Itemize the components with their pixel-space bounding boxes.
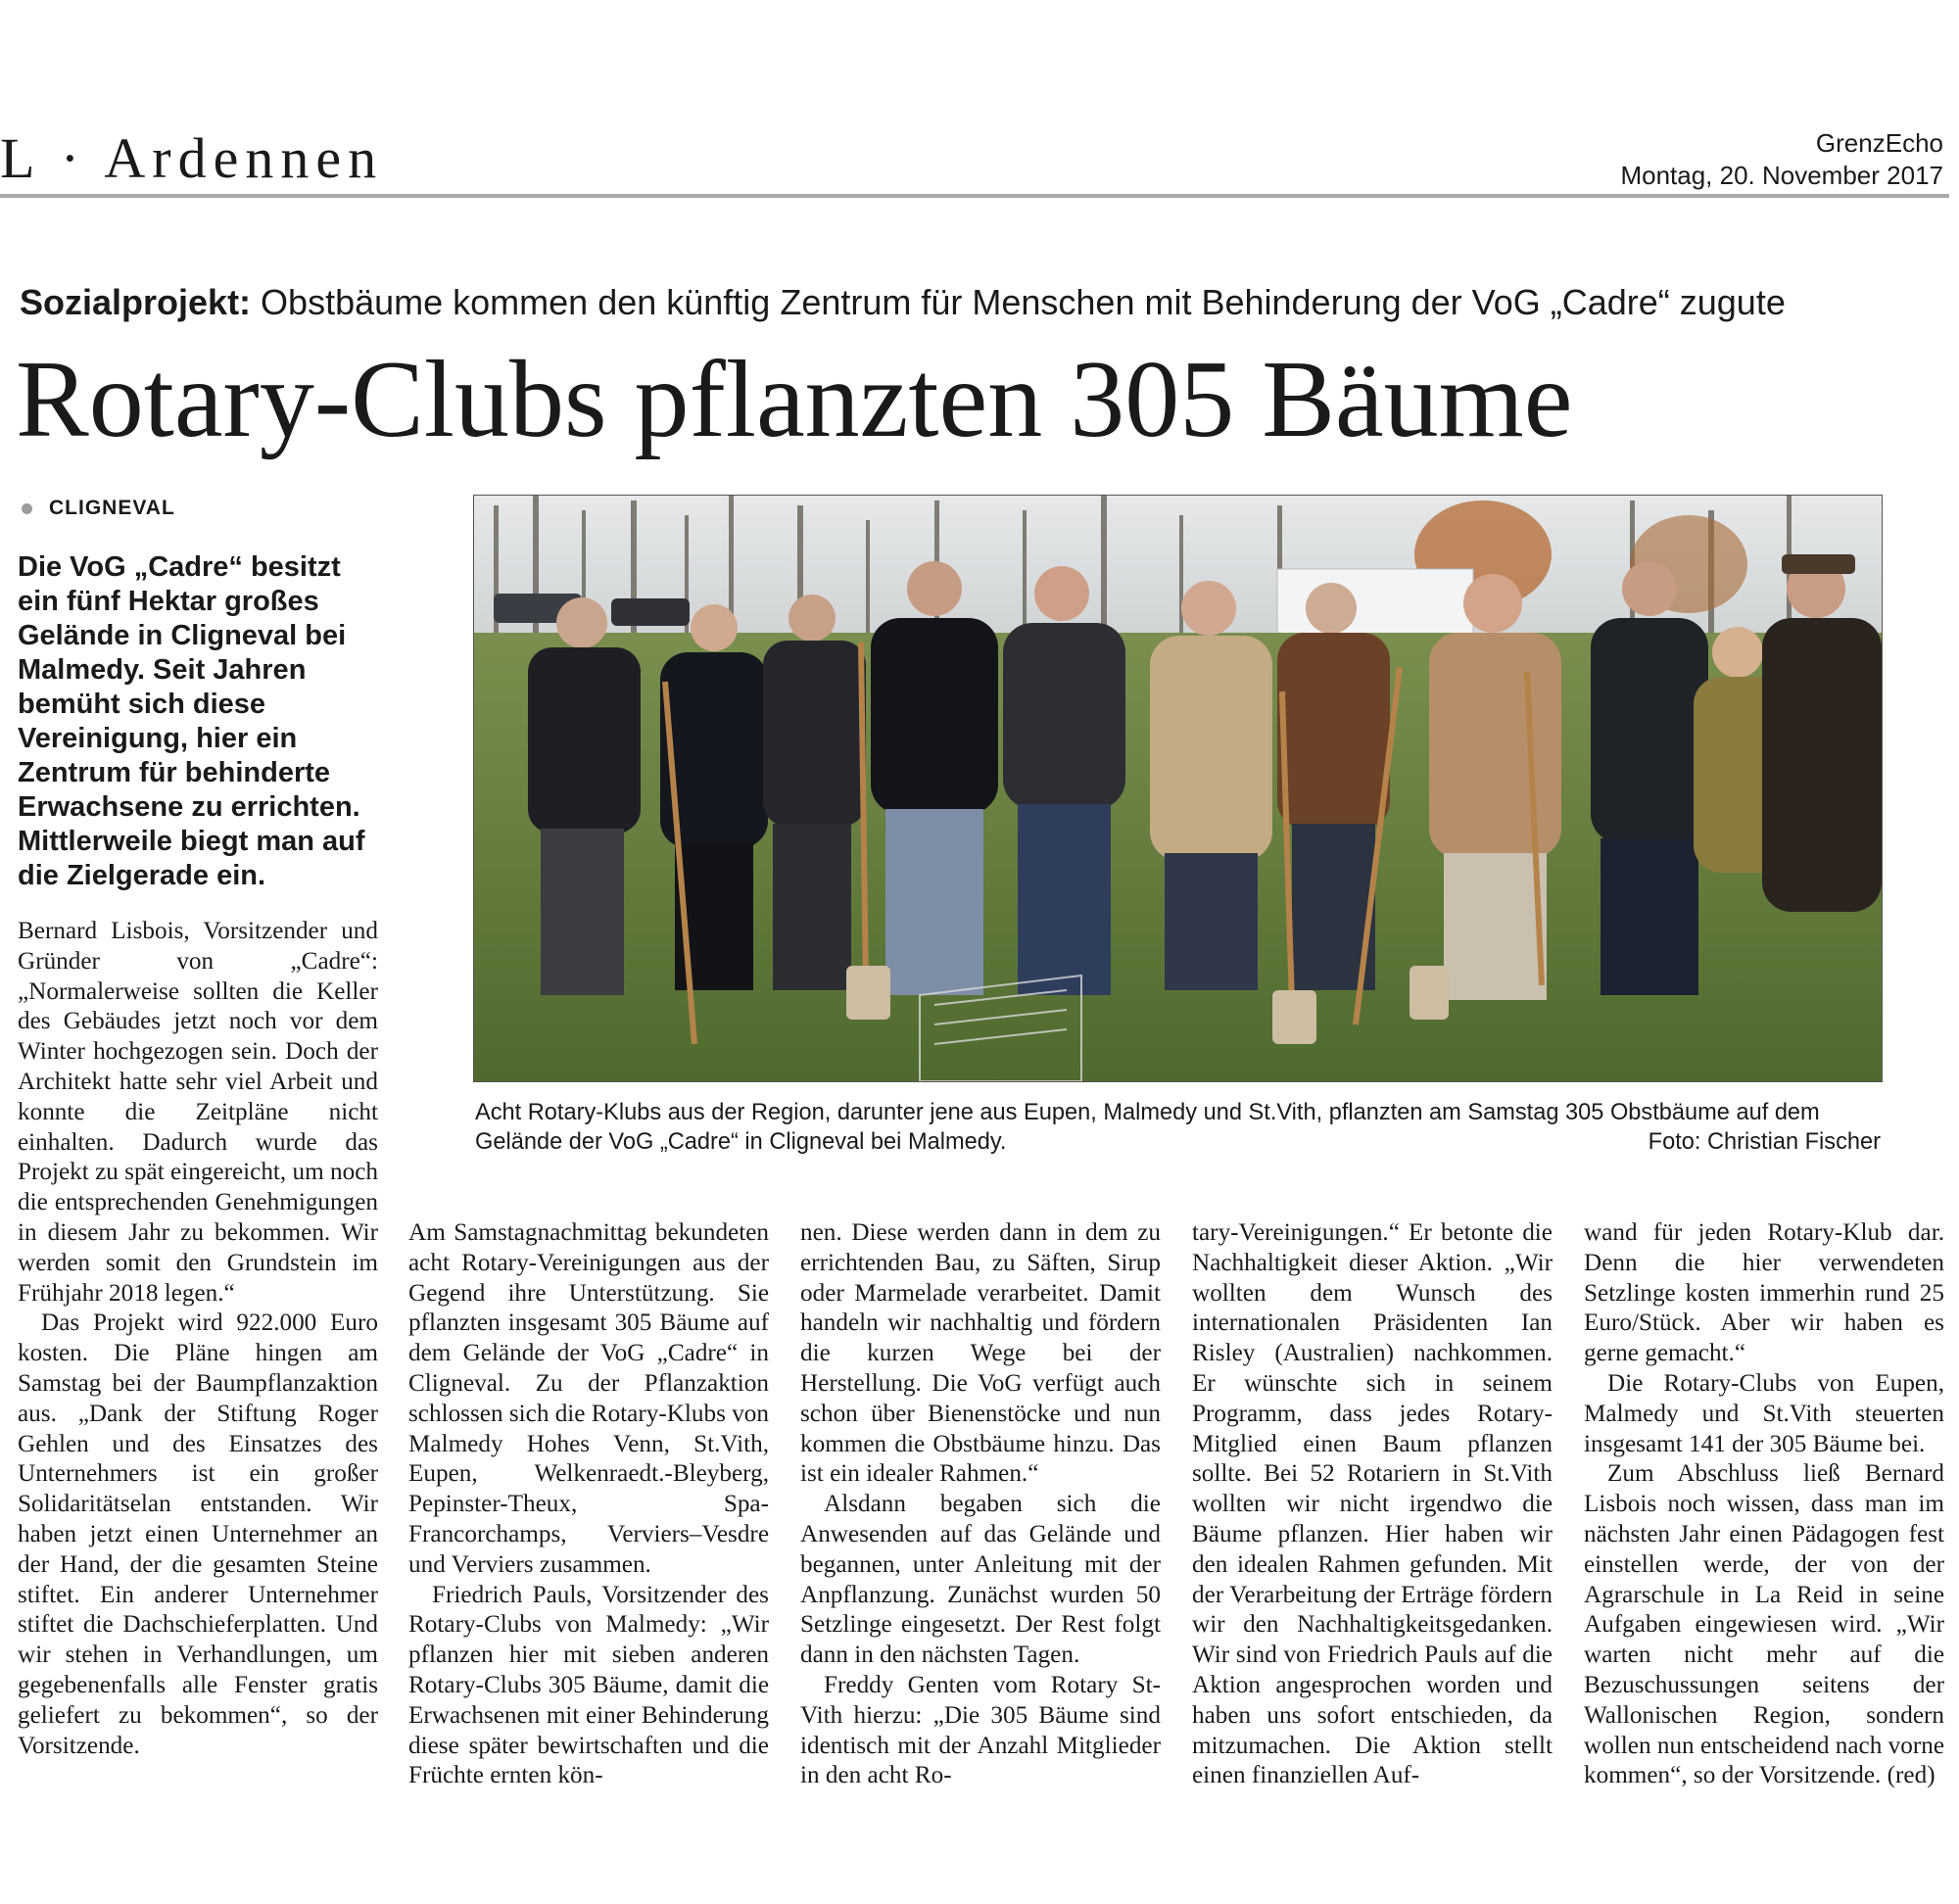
masthead-meta (1620, 127, 1943, 192)
lead-paragraph: Die VoG „Cadre“ besitzt ein fünf Hektar großes Gelände in Cligneval bei Malmedy. Seit Jahren bemüht sich diese Vereinigung, hier ein Zentrum für behinderte Erwachsene zu errichten. Mittlerweile biegt man auf die Zielgerade ein. (18, 551, 365, 891)
caption-text: Acht Rotary-Klubs aus der Region, darunter jene aus Eupen, Malmedy und St.Vith, pflanzten am Samstag 305 Obstbäume auf dem Gelände der VoG „Cadre“ in Cligneval bei Malmedy. (475, 1100, 1820, 1155)
dateline (22, 497, 175, 520)
kicker-text: Obstbäume kommen den künftig Zentrum für Menschen mit Behinderung der VoG „Cadre“ zugute (251, 282, 1786, 322)
paragraph: tary-Vereinigungen.“ Er betonte die Nachhaltigkeit dieser Aktion. „Wir wollten dem Wunsch des internationalen Präsidenten Ian Risley (Australien) nachkommen. Er wünschte sich in seinem Programm, dass jedes Rotary-Mitglied einen Baum pflanzen sollte. Bei 52 Rotariern in St.Vith wollten wir nicht irgendwo die Bäume pflanzen. Hier haben wir den idealen Rahmen gefunden. Mit der Verarbeitung der Erträge fördern wir den Nachhaltigkeitsgedanken. Wir sind von Friedrich Pauls auf die Aktion angesprochen worden und haben uns sofort entschieden, da mitzumachen. Die Aktion stellt einen finanziellen Auf- (1192, 1219, 1553, 1789)
paragraph: Das Projekt wird 922.000 Euro kosten. Die Pläne hingen am Samstag bei der Baumpflanzaktion aus. „Dank der Stiftung Roger Gehlen und des Einsatzes des Unternehmers ist ein großer Solidaritätselan entstanden. Wir haben jetzt einen Unternehmer an der Hand, der die gesamten Steine stiftet. Ein anderer Unternehmer stiftet die Dachschieferplatten. Und wir stehen in Verhandlungen, um gegebenenfalls alle Fenster gratis geliefert zu bekommen“, so der Vorsitzende. (18, 1309, 378, 1759)
newspaper-name: GrenzEcho (1815, 128, 1943, 158)
headline: Rotary-Clubs pflanzten 305 Bäume (16, 339, 1573, 460)
dateline-bullet-icon (22, 503, 32, 514)
issue-date: Montag, 20. November 2017 (1620, 161, 1943, 190)
paragraph: Die Rotary-Clubs von Eupen, Malmedy und St.Vith steuerten insgesamt 141 der 305 Bäume bei. (1584, 1369, 1944, 1457)
photo-illustration (474, 496, 1882, 1081)
paragraph: Alsdann begaben sich die Anwesenden auf das Gelände und begannen, unter Anleitung mit der Anpflanzung. Zunächst wurden 50 Setzlinge eingesetzt. Der Rest folgt dann in den nächsten Tagen. (800, 1491, 1161, 1669)
paragraph: Friedrich Pauls, Vorsitzender des Rotary-Clubs von Malmedy: „Wir pflanzen hier mit sieben anderen Rotary-Clubs 305 Bäume, damit die Erwachsenen mit einer Behinderung diese später bewirtschaften und die Früchte ernten kön- (408, 1581, 769, 1789)
article-column-2 (408, 1218, 769, 1791)
paragraph: Freddy Genten vom Rotary St-Vith hierzu: „Die 305 Bäume sind identisch mit der Anzahl Mitglieder in den acht Ro- (800, 1671, 1161, 1789)
article-photo (473, 495, 1883, 1082)
paragraph: Am Samstagnachmittag bekundeten acht Rotary-Vereinigungen aus der Gegend ihre Unterstützung. Sie pflanzten insgesamt 305 Bäume auf dem Gelände der VoG „Cadre“ in Cligneval. Zu der Pflanzaktion schlossen sich die Rotary-Klubs von Malmedy Hohes Venn, St.Vith, Eupen, Welkenraedt.-Bleyberg, Pepinster-Theux, Spa-Francorchamps, Verviers–Vesdre und Verviers zusammen. (408, 1219, 769, 1578)
article-column-1 (18, 917, 378, 1761)
kicker-label: Sozialprojekt: (20, 282, 252, 322)
header-rule (0, 194, 1949, 198)
dateline-text: CLIGNEVAL (49, 497, 175, 519)
article-column-5 (1584, 1218, 1944, 1791)
article-column-3 (800, 1218, 1161, 1791)
photo-caption (475, 1098, 1881, 1157)
paragraph: nen. Diese werden dann in dem zu errichtenden Bau, zu Säften, Sirup oder Marmelade verarbeitet. Damit handeln wir nachhaltig und fördern die kurzen Wege bei der Herstellung. Die VoG verfügt auch schon über Bienenstöcke und nun kommen die Obstbäume hinzu. Das ist ein idealer Rahmen.“ (800, 1219, 1161, 1488)
paragraph: Bernard Lisbois, Vorsitzender und Gründer von „Cadre“: „Normalerweise sollten die Keller des Gebäudes jetzt noch vor dem Winter hochgezogen sein. Doch der Architekt hatte sehr viel Arbeit und konnte die Zeitpläne nicht einhalten. Dadurch wurde das Projekt zu spät eingereicht, um noch die entsprechenden Genehmigungen in diesem Jahr zu bekommen. Wir werden somit den Grundstein im Frühjahr 2018 legen.“ (18, 918, 378, 1307)
kicker (20, 282, 1786, 323)
photo-credit: Foto: Christian Fischer (1648, 1129, 1881, 1155)
paragraph: Zum Abschluss ließ Bernard Lisbois noch wissen, dass man im nächsten Jahr einen Pädagogen fest einstellen werde, der von der Agrarschule in La Reid in seine Aufgaben eingewiesen wird. „Wir warten nicht mehr auf die Bezuschussungen seitens der Wallonischen Region, sondern wollen nun entscheidend nach vorne kommen“, so der Vorsitzende. (red) (1584, 1460, 1944, 1789)
article-column-4 (1192, 1218, 1553, 1791)
paragraph: wand für jeden Rotary-Klub dar. Denn die hier verwendeten Setzlinge kosten immerhin rund 25 Euro/Stück. Aber wir haben es gerne gemacht.“ (1584, 1219, 1944, 1367)
section-title: L · Ardennen (0, 126, 384, 190)
